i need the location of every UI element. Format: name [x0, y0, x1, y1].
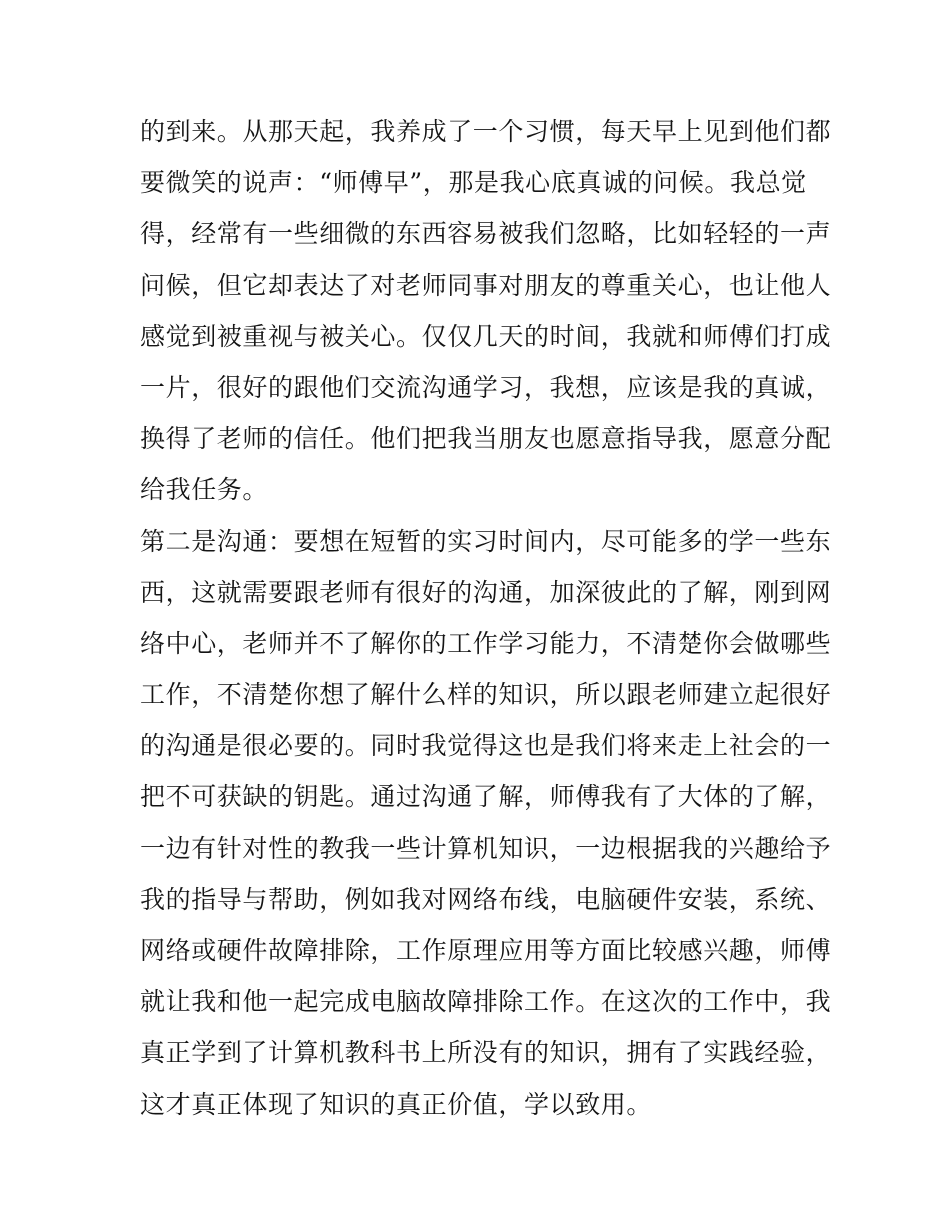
text-line-9: 第二是沟通：要想在短暂的实习时间内，尽可能多的学一些东 — [140, 526, 832, 556]
text-line-13: 的沟通是很必要的。同时我觉得这也是我们将来走上社会的一 — [140, 731, 832, 761]
text-line-11: 络中心，老师并不了解你的工作学习能力，不清楚你会做哪些 — [140, 628, 832, 658]
text-line-15: 一边有针对性的教我一些计算机知识，一边根据我的兴趣给予 — [140, 833, 832, 863]
text-line-6: 一片，很好的跟他们交流沟通学习，我想，应该是我的真诚， — [140, 372, 832, 402]
text-line-1: 的到来。从那天起，我养成了一个习惯，每天早上见到他们都 — [140, 117, 832, 146]
body-text — [140, 106, 832, 1130]
text-line-14: 把不可获缺的钥匙。通过沟通了解，师傅我有了大体的了解， — [140, 782, 832, 812]
text-line-18: 就让我和他一起完成电脑故障排除工作。在这次的工作中，我 — [140, 987, 832, 1017]
text-line-3: 得，经常有一些细微的东西容易被我们忽略，比如轻轻的一声 — [140, 219, 832, 249]
text-line-12: 工作，不清楚你想了解什么样的知识，所以跟老师建立起很好 — [140, 680, 832, 710]
text-line-19: 真正学到了计算机教科书上所没有的知识，拥有了实践经验， — [140, 1038, 832, 1068]
text-line-7: 换得了老师的信任。他们把我当朋友也愿意指导我，愿意分配 — [140, 424, 832, 454]
text-line-17: 网络或硬件故障排除，工作原理应用等方面比较感兴趣，师傅 — [140, 936, 832, 965]
text-line-20: 这才真正体现了知识的真正价值，学以致用。 — [140, 1089, 653, 1119]
text-line-4: 问候，但它却表达了对老师同事对朋友的尊重关心，也让他人 — [140, 270, 832, 300]
text-line-5: 感觉到被重视与被关心。仅仅几天的时间，我就和师傅们打成 — [140, 321, 832, 351]
text-line-8: 给我任务。 — [140, 475, 269, 505]
text-line-2: 要微笑的说声：“师傅早”，那是我心底真诚的问候。我总觉 — [140, 168, 807, 198]
text-line-16: 我的指导与帮助，例如我对网络布线，电脑硬件安装，系统、 — [140, 884, 832, 914]
text-line-10: 西，这就需要跟老师有很好的沟通，加深彼此的了解，刚到网 — [140, 577, 832, 607]
